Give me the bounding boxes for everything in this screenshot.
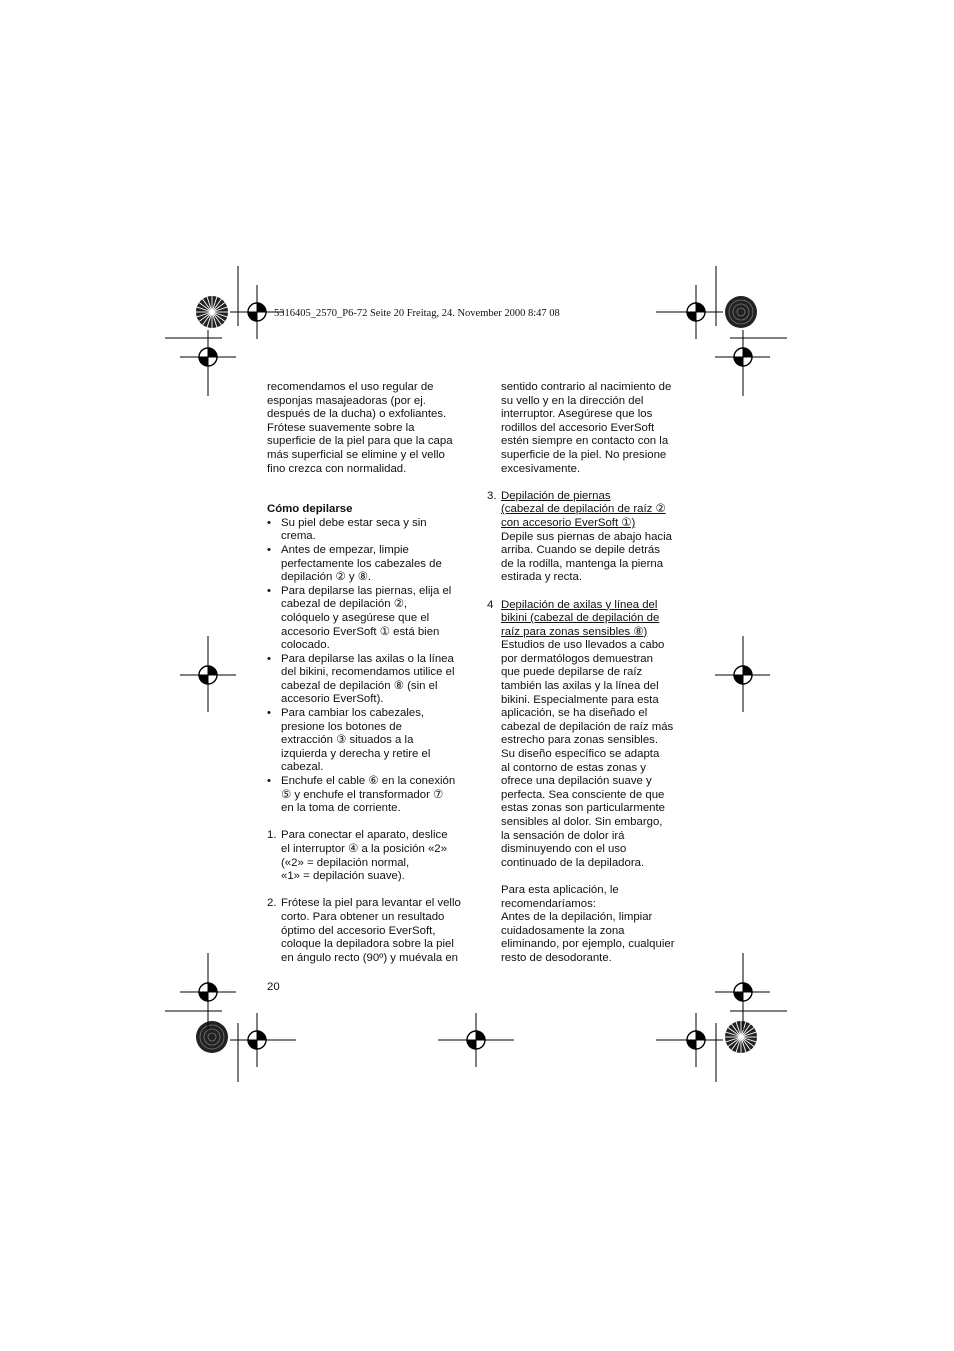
step-line: Frótese la piel para levantar el vello	[281, 897, 461, 910]
bullet-mark: •	[267, 516, 271, 529]
step-line: Estudios de uso llevados a cabo	[501, 639, 665, 652]
step-line: estas zonas son particularmente	[501, 802, 665, 815]
bullet-line: accesorio EverSoft ① está bien	[281, 625, 440, 638]
step-title-line: con accesorio EverSoft ①)	[501, 516, 636, 529]
step-line: en ángulo recto (90º) y muévala en	[281, 951, 459, 964]
bullet-line: cabezal.	[281, 761, 324, 774]
bullet-line: colocado.	[281, 639, 330, 652]
bullet-line: Enchufe el cable ⑥ en la conexión	[281, 775, 456, 788]
step-line: Para conectar el aparato, deslice	[281, 829, 448, 842]
step-item	[267, 897, 472, 965]
body-line: Para esta aplicación, le	[501, 883, 619, 896]
step-line: también las axilas y la línea del	[501, 680, 659, 693]
body-line: recomendaríamos:	[501, 897, 596, 910]
step-item	[267, 829, 472, 883]
bullet-line: Para depilarse las piernas, elija el	[281, 584, 452, 597]
step-title-line: raíz para zonas sensibles ⑧)	[501, 625, 648, 638]
bullet-line: presione los botones de	[281, 720, 402, 733]
bullet-item	[267, 653, 472, 707]
body-line: excesivamente.	[501, 462, 581, 475]
bullet-item	[267, 517, 472, 544]
bullet-line: depilación ② y ⑧.	[281, 571, 372, 584]
bullet-line: cabezal de depilación ②,	[281, 598, 408, 611]
intro-line: después de la ducha) o exfoliantes.	[267, 408, 447, 421]
bullet-line: Para cambiar los cabezales,	[281, 707, 425, 720]
intro-line: esponjas masajeadoras (por ej.	[267, 394, 426, 407]
bullet-line: colóquelo y asegúrese que el	[281, 611, 430, 624]
step-line: sensibles al dolor. Sin embargo,	[501, 816, 663, 828]
body-line: su vello y en la dirección del	[501, 394, 644, 407]
step-line: óptimo del accesorio EverSoft,	[281, 924, 436, 937]
bullet-line: crema.	[281, 530, 316, 543]
left-column	[267, 381, 472, 965]
bullet-line: izquierda y derecha y retire el	[281, 747, 431, 760]
step-line: corto. Para obtener un resultado	[281, 910, 445, 923]
step-title-line: (cabezal de depilación de raíz ②	[501, 503, 666, 516]
step-number: 4	[487, 598, 494, 611]
bullet-line: extracción ③ situados a la	[281, 734, 414, 747]
bullet-item	[267, 585, 472, 653]
bullet-line: accesorio EverSoft).	[281, 693, 384, 706]
bullet-line: cabezal de depilación ⑧ (sin el	[281, 679, 438, 692]
step-line: por dermatólogos demuestran	[501, 652, 653, 665]
step-line: disminuyendo con el uso	[501, 843, 627, 856]
bullet-mark: •	[267, 584, 271, 597]
body-line: resto de desodorante.	[501, 951, 612, 964]
step-line: continuado de la depiladora.	[501, 856, 645, 869]
body-line: estén siempre en contacto con la	[501, 435, 669, 448]
step-line: perfecta. Sea consciente de que	[501, 788, 665, 801]
step-item	[487, 490, 692, 585]
step-line: de la rodilla, mantenga la pierna	[501, 557, 664, 570]
step-line: coloque la depiladora sobre la piel	[281, 938, 454, 951]
step-number: 3.	[487, 489, 497, 502]
step-number: 2.	[267, 897, 277, 910]
bullet-mark: •	[267, 652, 271, 665]
bullet-line: en la toma de corriente.	[281, 802, 401, 815]
page-number: 20	[267, 981, 280, 993]
step-line: al contorno de estas zonas y	[501, 761, 647, 774]
step-line: estrecho para zonas sensibles.	[501, 734, 659, 747]
bullet-mark: •	[267, 543, 271, 556]
step-line: estirada y recta.	[501, 571, 583, 584]
step-line: que puede depilarse de raíz	[501, 666, 643, 679]
step-line: ofrece una depilación suave y	[501, 775, 652, 788]
intro-line: recomendamos el uso regular de	[267, 381, 434, 393]
body-line: interruptor. Asegúrese que los	[501, 408, 653, 421]
bullet-item	[267, 775, 472, 816]
section-heading: Cómo depilarse	[267, 503, 353, 516]
bullet-mark: •	[267, 707, 271, 720]
bullet-line: Para depilarse las axilas o la línea	[281, 652, 454, 665]
intro-line: superficie de la piel para que la capa	[267, 435, 453, 448]
step-line: Depile sus piernas de abajo hacia	[501, 530, 672, 543]
bullet-item	[267, 707, 472, 775]
intro-line: fino crezca con normalidad.	[267, 462, 407, 475]
bullet-line: perfectamente los cabezales de	[281, 557, 442, 570]
bullet-line: ⑤ y enchufe el transformador ⑦	[281, 788, 444, 801]
step-item	[487, 599, 692, 871]
body-line: rodillos del accesorio EverSoft	[501, 421, 655, 434]
intro-line: Frótese suavemente sobre la	[267, 421, 415, 434]
intro-line: más superficial se elimine y el vello	[267, 448, 445, 461]
step-line: cabezal de depilación de raíz más	[501, 720, 674, 733]
step-title-line: bikini (cabezal de depilación de	[501, 612, 660, 625]
bullet-line: Su piel debe estar seca y sin	[281, 516, 427, 529]
step-line: Su diseño específico se adapta	[501, 748, 660, 761]
step-line: bikini. Especialmente para esta	[501, 693, 659, 706]
step-line: aplicación, se ha diseñado el	[501, 707, 648, 720]
step-line: la sensación de dolor irá	[501, 829, 625, 842]
print-header: 5316405_2570_P6-72 Seite 20 Freitag, 24. November 2000 8:47 08	[274, 308, 560, 319]
bullet-item	[267, 544, 472, 585]
right-column	[487, 381, 692, 966]
body-line: Antes de la depilación, limpiar	[501, 911, 653, 924]
step-title-line: Depilación de piernas	[501, 489, 611, 502]
bullet-line: del bikini, recomendamos utilice el	[281, 666, 455, 679]
step-title-line: Depilación de axilas y línea del	[501, 598, 658, 611]
step-line: el interruptor ④ a la posición «2»	[281, 843, 447, 855]
body-line: superficie de la piel. No presione	[501, 448, 667, 461]
body-line: eliminando, por ejemplo, cualquier	[501, 938, 675, 951]
bullet-mark: •	[267, 775, 271, 788]
step-line: «1» = depilación suave).	[281, 870, 405, 883]
step-number: 1.	[267, 829, 277, 842]
step-line: («2» = depilación normal,	[281, 856, 410, 869]
body-line: sentido contrario al nacimiento de	[501, 381, 672, 393]
step-line: arriba. Cuando se depile detrás	[501, 544, 660, 557]
bullet-line: Antes de empezar, limpie	[281, 543, 409, 556]
body-line: cuidadosamente la zona	[501, 924, 625, 937]
